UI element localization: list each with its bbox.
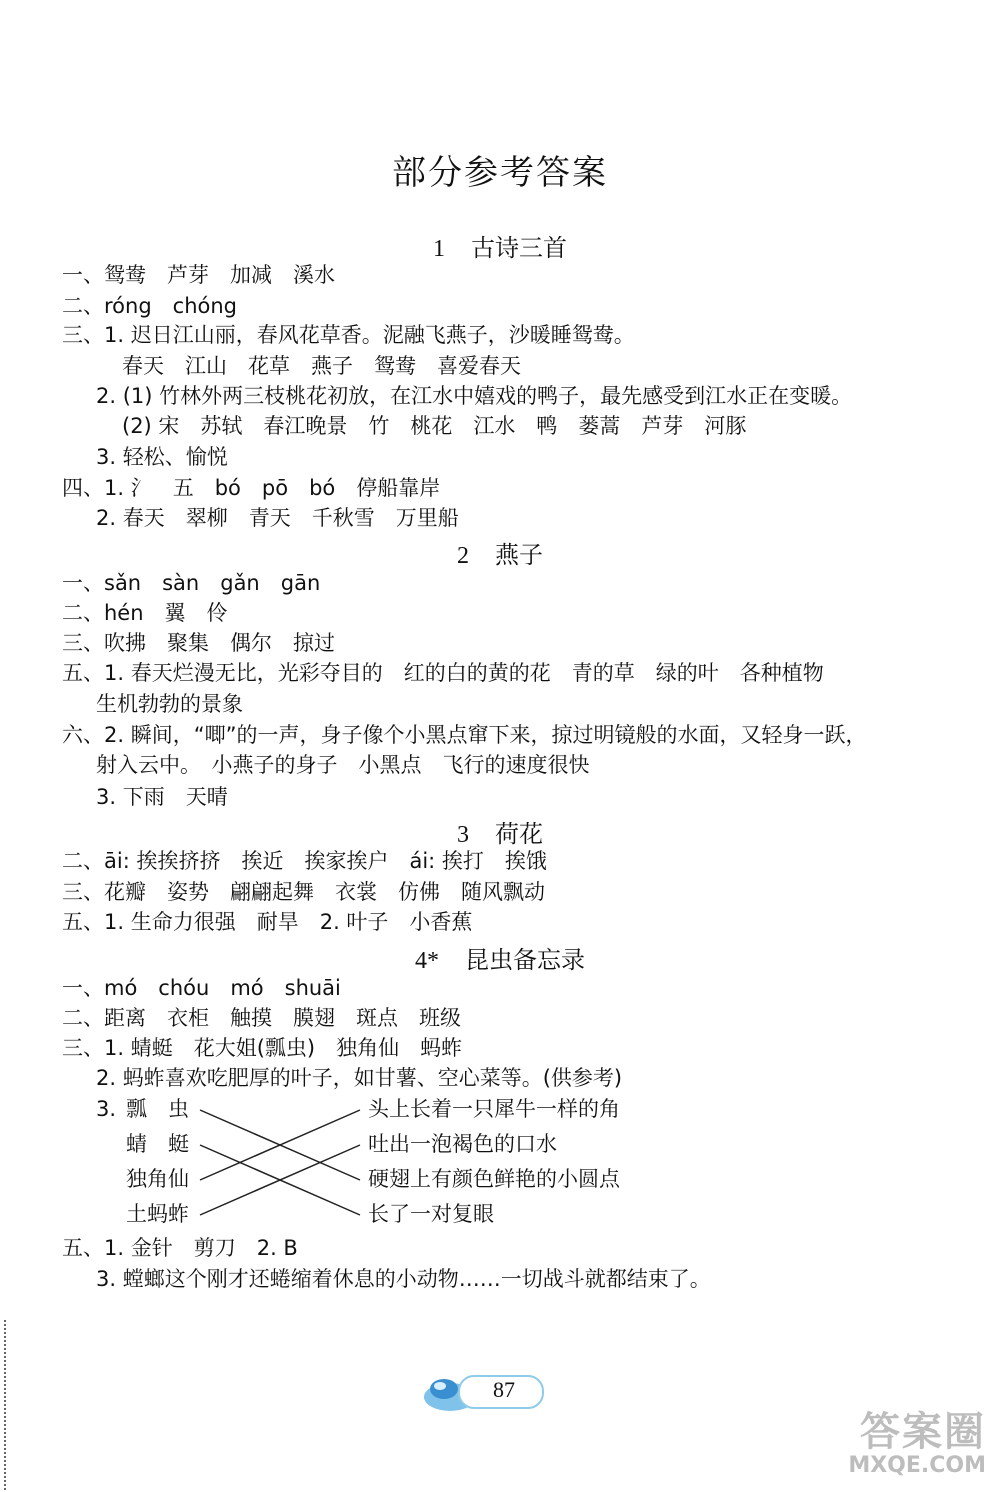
answer-line: 三、花瓣 姿势 翩翩起舞 衣裳 仿佛 随风飘动 bbox=[62, 880, 545, 904]
answer-line: 3. 螳螂这个刚才还蜷缩着休息的小动物……一切战斗就都结束了。 bbox=[96, 1267, 711, 1291]
page-number-badge bbox=[418, 1363, 538, 1413]
matching-left-item: 瓢 虫 bbox=[126, 1097, 189, 1121]
answer-line: 六、2. 瞬间，“唧”的一声，身子像个小黑点窜下来，掠过明镜般的水面，又轻身一跃， bbox=[62, 723, 867, 747]
section-name: 昆虫备忘录 bbox=[465, 946, 585, 974]
matching-prefix: 3. bbox=[96, 1097, 117, 1121]
section-number: 3 bbox=[457, 822, 469, 848]
section-number: 1 bbox=[433, 236, 445, 262]
page-title: 部分参考答案 bbox=[392, 153, 608, 193]
binding-margin-dots bbox=[4, 1320, 8, 1490]
answer-line: 2. 蚂蚱喜欢吃肥厚的叶子，如甘薯、空心菜等。(供参考) bbox=[96, 1066, 623, 1090]
answer-line: 三、1. 迟日江山丽，春风花草香。泥融飞燕子，沙暖睡鸳鸯。 bbox=[62, 323, 635, 347]
answer-line: 二、róng chóng bbox=[62, 294, 238, 318]
answer-line: 春天 江山 花草 燕子 鸳鸯 喜爱春天 bbox=[122, 354, 521, 378]
watermark-logo-text: 答案圈 bbox=[860, 1409, 986, 1455]
answer-line: 3. 下雨 天晴 bbox=[96, 785, 228, 809]
section-number: 2 bbox=[457, 543, 469, 569]
answer-line: 3. 轻松、愉悦 bbox=[96, 445, 228, 469]
site-watermark bbox=[808, 1400, 986, 1484]
answer-line: 2. (1) 竹林外两三枝桃花初放，在江水中嬉戏的鸭子，最先感受到江水正在变暖。 bbox=[96, 384, 853, 408]
matching-left-item: 蜻 蜓 bbox=[126, 1132, 189, 1156]
section-number: 4* bbox=[415, 948, 439, 974]
answer-line: 一、鸳鸯 芦芽 加减 溪水 bbox=[62, 263, 335, 287]
answer-line: 五、1. 金针 剪刀 2. B bbox=[62, 1236, 298, 1260]
matching-left-item: 独角仙 bbox=[126, 1167, 189, 1191]
matching-right-item: 头上长着一只犀牛一样的角 bbox=[368, 1097, 620, 1121]
section-name: 荷花 bbox=[495, 820, 543, 848]
answer-line: 二、hén 翼 伶 bbox=[62, 601, 228, 625]
answer-line: 四、1. 氵 五 bó pō bó 停船靠岸 bbox=[62, 476, 441, 500]
answer-line: 二、āi: 挨挨挤挤 挨近 挨家挨户 ái: 挨打 挨饿 bbox=[62, 849, 547, 873]
matching-right-item: 硬翅上有颜色鲜艳的小圆点 bbox=[368, 1167, 620, 1191]
section-name: 古诗三首 bbox=[471, 234, 567, 262]
matching-right-item: 长了一对复眼 bbox=[368, 1202, 494, 1226]
answer-line: 一、sǎn sàn gǎn gān bbox=[62, 571, 321, 595]
answer-line: 射入云中。 小燕子的身子 小黑点 飞行的速度很快 bbox=[96, 753, 590, 777]
answer-line: 二、距离 衣柜 触摸 膜翅 斑点 班级 bbox=[62, 1006, 461, 1030]
answer-line: 三、1. 蜻蜓 花大姐(瓢虫) 独角仙 蚂蚱 bbox=[62, 1036, 463, 1060]
answer-line: 生机勃勃的景象 bbox=[96, 692, 243, 716]
answer-line: (2) 宋 苏轼 春江晚景 竹 桃花 江水 鸭 蒌蒿 芦芽 河豚 bbox=[122, 414, 747, 438]
watermark-url: MXQE.COM bbox=[848, 1453, 986, 1478]
answer-line: 一、mó chóu mó shuāi bbox=[62, 976, 341, 1000]
answer-line: 2. 春天 翠柳 青天 千秋雪 万里船 bbox=[96, 506, 459, 530]
matching-right-item: 吐出一泡褐色的口水 bbox=[368, 1132, 557, 1156]
page-number: 87 bbox=[493, 1377, 515, 1402]
section-name: 燕子 bbox=[495, 541, 543, 569]
answer-line: 五、1. 春天烂漫无比，光彩夺目的 红的白的黄的花 青的草 绿的叶 各种植物 bbox=[62, 661, 824, 685]
matching-left-item: 土蚂蚱 bbox=[126, 1202, 189, 1226]
answer-line: 三、吹拂 聚集 偶尔 掠过 bbox=[62, 631, 335, 655]
answer-line: 五、1. 生命力很强 耐旱 2. 叶子 小香蕉 bbox=[62, 910, 473, 934]
